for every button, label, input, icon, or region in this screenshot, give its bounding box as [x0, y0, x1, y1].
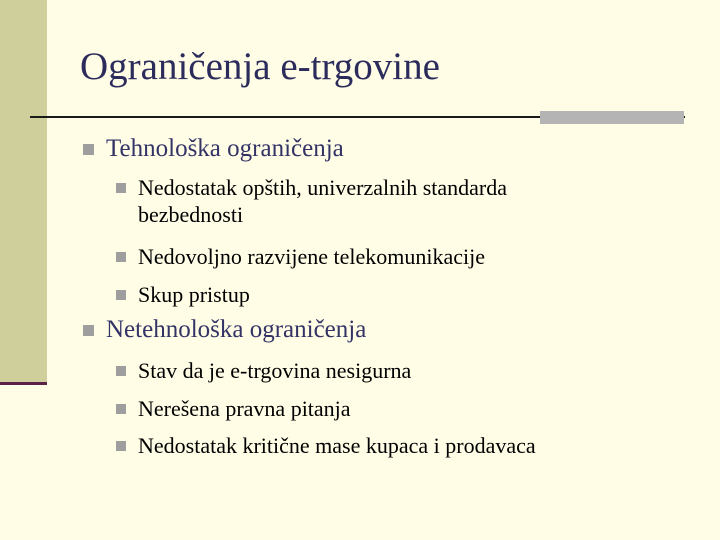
section-heading-text: Netehnološka ograničenja [106, 316, 367, 343]
list-item-text: Nedovoljno razvijene telekomunikacije [138, 244, 485, 269]
list-item-text: Nerešena pravna pitanja [138, 396, 351, 421]
square-bullet-icon [116, 366, 126, 376]
square-bullet-icon [83, 144, 94, 155]
list-item [138, 174, 507, 228]
list-item [138, 432, 536, 459]
list-item-text-continued: bezbednosti [138, 202, 244, 227]
left-band-accent [0, 382, 47, 385]
list-item-text: Nedostatak kritične mase kupaca i prodavaca [138, 433, 536, 458]
title-rule-accent [540, 111, 684, 124]
list-item-text: Skup pristup [138, 282, 250, 307]
list-item-text: Stav da je e-trgovina nesigurna [138, 358, 412, 383]
section-heading [106, 316, 366, 344]
section-heading [106, 135, 344, 163]
square-bullet-icon [116, 404, 126, 414]
left-band [0, 0, 47, 382]
square-bullet-icon [116, 290, 126, 300]
list-item [138, 243, 485, 270]
list-item [138, 281, 250, 308]
square-bullet-icon [116, 183, 126, 193]
list-item [138, 357, 411, 384]
list-item-text: Nedostatak opštih, univerzalnih standarda [138, 175, 508, 200]
section-heading-text: Tehnološka ograničenja [106, 135, 344, 162]
slide-title: Ograničenja e-trgovine [80, 45, 440, 88]
square-bullet-icon [116, 252, 126, 262]
square-bullet-icon [83, 325, 94, 336]
square-bullet-icon [116, 441, 126, 451]
list-item [138, 395, 351, 422]
